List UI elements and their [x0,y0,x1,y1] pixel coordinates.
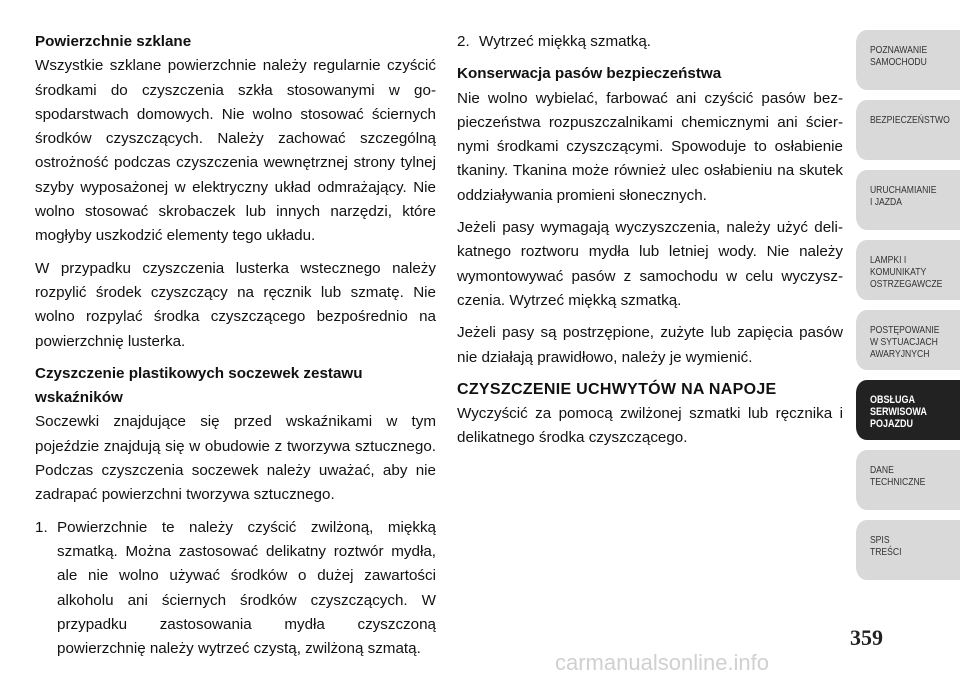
step2-text: Wytrzeć miękką szmatką. [479,33,652,50]
tab-bezpieczenstwo[interactable]: BEZPIECZEŃSTWO [856,100,960,160]
list-item-step2 [457,30,843,54]
belts-heading: Konserwacja pasów bezpieczeństwa [457,65,722,83]
lens-heading-line1: Czyszczenie plastikowych soczewek zestawu [35,364,363,382]
list-item-step1 [35,516,436,662]
page-number: 359 [850,625,883,650]
step1-number: 1. [35,518,48,536]
tab-postepowanie-awaryjne[interactable]: POSTĘPOWANIE W SYTUACJACH AWARYJNYCH [856,310,960,370]
glass-heading: Powierzchnie szklane [35,33,192,50]
tab-obsluga-serwisowa[interactable]: OBSŁUGA SERWISOWA POJAZDU [856,380,960,440]
tab-poznawanie-samochodu[interactable]: POZNAWANIE SAMOCHODU [856,30,960,90]
cupholder-heading: CZYSZCZENIE UCHWYTÓW NA NAPOJE [457,380,777,398]
mirror-paragraph: W przypadku czyszczenia lusterka wstecznego należy rozpylić środek czyszczący na ręcznik lub szmatę. Nie wolno rozpylać środka czyszczącego bezpośrednio na powierzchnię lusterka. [35,259,436,350]
left-column [35,30,436,669]
belts-paragraph-2: Jeżeli pasy wymagają wyczyszczenia, należy użyć delikatnego roztworu mydła lub letniej wody. Nie należy wymontowywać pasów z samochodu w celu wyczyszczenia. Wytrzeć miękką szmatką. [457,219,843,309]
glass-section [35,30,436,249]
belts-paragraph-3: Jeżeli pasy są postrzępione, zużyte lub zapięcia pasów nie działają prawidłowo, należy je wymienić. [457,324,843,366]
tab-uruchamianie-i-jazda[interactable]: URUCHAMIANIE I JAZDA [856,170,960,230]
step2-number: 2. [457,33,470,50]
right-column [457,30,843,459]
tab-spis-tresci[interactable]: SPIS TREŚCI [856,520,960,580]
lens-paragraph: Soczewki znajdujące się przed wskaźnikami w tym pojeździe znajdują się w obudowie z tworzywa sztucznego. Podczas czyszczenia soczewek należy uważać, aby nie zadrapać powierzchni tworzywa sztucznego. [35,413,436,504]
lens-heading-line2: wskaźników [35,389,123,407]
tab-dane-techniczne[interactable]: DANE TECHNICZNE [856,450,960,510]
chapter-tabs [856,30,960,590]
cupholder-paragraph: Wyczyścić za pomocą zwilżonej szmatki lub ręcznika i delikatnego środka czyszczącego. [457,405,843,447]
glass-paragraph: Wszystkie szklane powierzchnie należy regularnie czyścić środkami do czyszczenia szkła stosowanymi w gospodarstwach domowych. Nie wolno stosować ściernych środków czyszczących. Należy zachować szczególną ostrożność podczas czyszczenia wewnętrznej strony tylnej szyby wyposażonej w elektryczny układ odmrażający. Nie wolno stosować skrobaczek lub innych narzędzi, które mogłyby uszkodzić elementy tego układu. [35,57,436,245]
watermark: carmanualsonline.info [555,650,770,675]
belts-paragraph-1: Nie wolno wybielać, farbować ani czyścić pasów bezpieczeństwa rozpuszczalnikami chemicznymi ani ściernymi środkami czyszczącymi. Spowoduje to osłabienie tkaniny. Tkanina może również ulec osłabieniu na skutek oddziaływania promieni słonecznych. [457,89,843,204]
step1-text: Powierzchnie te należy czyścić zwilżoną, miękką szmatką. Można zastosować delikatny roztwór mydła, ale nie wolno używać środków o dużej zawartości alkoholu ani ściernych środków czyszczących. W przypadku zastosowania mydła czyszczoną powierzchnię należy wytrzeć czystą, zwilżoną szmatą. [57,518,436,658]
tab-lampki-i-komunikaty[interactable]: LAMPKI I KOMUNIKATY OSTRZEGAWCZE [856,240,960,300]
